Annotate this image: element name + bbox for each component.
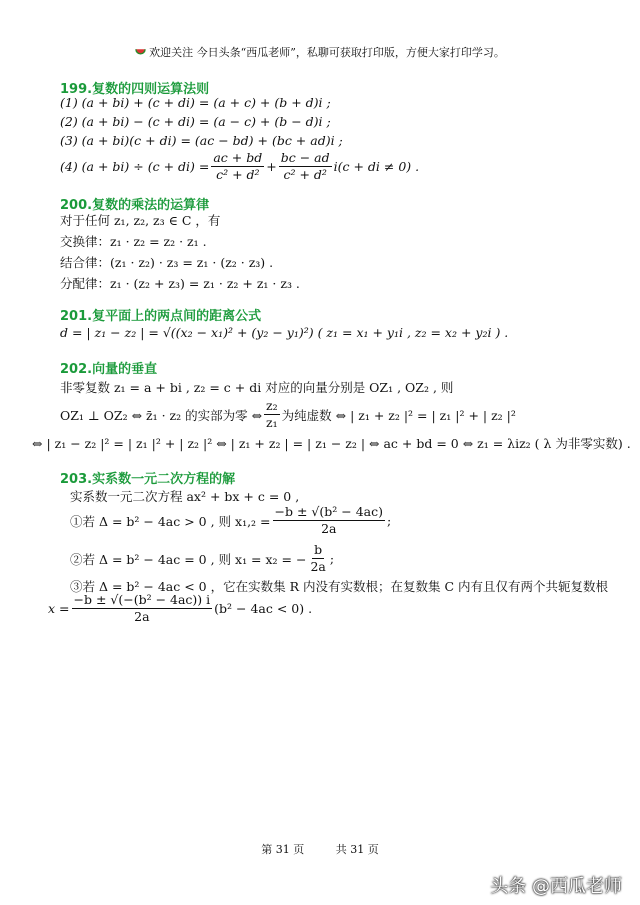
section-title: 203.实系数一元二次方程的解 xyxy=(60,472,236,487)
numerator: bc − ad xyxy=(279,150,332,167)
section-title: 199.复数的四则运算法则 xyxy=(60,82,210,97)
denominator: 2a xyxy=(310,559,326,575)
denominator: 2a xyxy=(321,521,337,537)
formula-text: ①若 Δ = b² − 4ac > 0 , 则 x₁,₂ = xyxy=(70,513,271,529)
formula-line xyxy=(60,150,419,184)
formula-text: ②若 Δ = b² − 4ac = 0 , 则 x₁ = x₂ = − xyxy=(70,551,307,567)
numerator: −b ± √(b² − 4ac) xyxy=(273,504,385,521)
text-line: ③若 Δ = b² − 4ac < 0 ，它在实数集 R 内没有实数根；在复数集 C 内有且仅有两个共轭复数根 xyxy=(70,579,608,594)
formula-line xyxy=(70,504,391,538)
formula-text: 为纯虚数 ⇔ | z₁ + z₂ |² = | z₁ |² + | z₂ |² xyxy=(281,407,516,423)
fraction xyxy=(72,592,213,626)
denominator: z₁ xyxy=(266,415,278,431)
page-footer xyxy=(0,841,640,857)
watermark: 头条 @西瓜老师 xyxy=(490,876,622,897)
text-line: 对于任何 z₁, z₂, z₃ ∈ C ，有 xyxy=(60,213,221,228)
operator: + xyxy=(266,159,277,175)
total-pages: 共 31 页 xyxy=(335,843,379,856)
section-title: 201.复平面上的两点间的距离公式 xyxy=(60,309,262,324)
formula-line: (2) (a + bi) − (c + di) = (a − c) + (b − d)i ; xyxy=(60,114,331,129)
fraction xyxy=(279,150,332,184)
numerator: b xyxy=(312,542,324,559)
formula-line xyxy=(70,542,334,576)
page-number: 第 31 页 xyxy=(261,843,305,856)
banner-text: 欢迎关注 今日头条“西瓜老师”，私聊可获取打印版，方便大家打印学习。 xyxy=(149,46,505,59)
header-banner xyxy=(0,44,640,60)
denominator: 2a xyxy=(134,609,150,625)
denominator: c² + d² xyxy=(283,167,327,183)
text-line: 分配律：z₁ · (z₂ + z₃) = z₁ · z₂ + z₁ · z₃ . xyxy=(60,276,300,291)
formula-text: ; xyxy=(329,551,335,567)
formula-line xyxy=(48,592,312,626)
denominator: c² + d² xyxy=(216,167,260,183)
formula-text: (4) (a + bi) ÷ (c + di) = xyxy=(60,159,210,175)
text-line: 结合律：(z₁ · z₂) · z₃ = z₁ · (z₂ · z₃) . xyxy=(60,255,274,270)
formula-line: (1) (a + bi) + (c + di) = (a + c) + (b + d)i ; xyxy=(60,95,331,110)
formula-line: ⇔ | z₁ − z₂ |² = | z₁ |² + | z₂ |² ⇔ | z₁ + z₂ | = | z₁ − z₂ | ⇔ ac + bd = 0 ⇔ z₁ = λiz₂ ( λ 为非零实数) . xyxy=(32,436,631,451)
numerator: ac + bd xyxy=(211,150,264,167)
section-title: 200.复数的乘法的运算律 xyxy=(60,198,210,213)
watermelon-icon xyxy=(135,47,146,57)
formula-text: ; xyxy=(387,513,392,529)
formula-line: d = | z₁ − z₂ | = √((x₂ − x₁)² + (y₂ − y₁)²) ( z₁ = x₁ + y₁i , z₂ = x₂ + y₂i ) . xyxy=(60,325,509,340)
text-line: 交换律：z₁ · z₂ = z₂ · z₁ . xyxy=(60,234,207,249)
formula-text: OZ₁ ⊥ OZ₂ ⇔ z̄₁ · z₂ 的实部为零 ⇔ xyxy=(60,407,263,423)
formula-text: (b² − 4ac < 0) . xyxy=(214,601,313,617)
fraction xyxy=(211,150,264,184)
formula-line xyxy=(60,398,516,432)
text-line: 非零复数 z₁ = a + bi , z₂ = c + di 对应的向量分别是 OZ₁ , OZ₂ , 则 xyxy=(60,380,454,395)
formula-text: x = xyxy=(48,601,70,617)
section-title: 202.向量的垂直 xyxy=(60,362,158,377)
numerator: −b ± √(−(b² − 4ac)) i xyxy=(72,592,213,609)
formula-text: i(c + di ≠ 0) . xyxy=(333,159,420,175)
fraction xyxy=(264,398,280,432)
numerator: z₂ xyxy=(264,398,280,415)
text-line: 实系数一元二次方程 ax² + bx + c = 0 , xyxy=(70,489,300,504)
formula-line: (3) (a + bi)(c + di) = (ac − bd) + (bc + ad)i ; xyxy=(60,133,343,148)
fraction xyxy=(273,504,385,538)
fraction xyxy=(308,542,327,576)
